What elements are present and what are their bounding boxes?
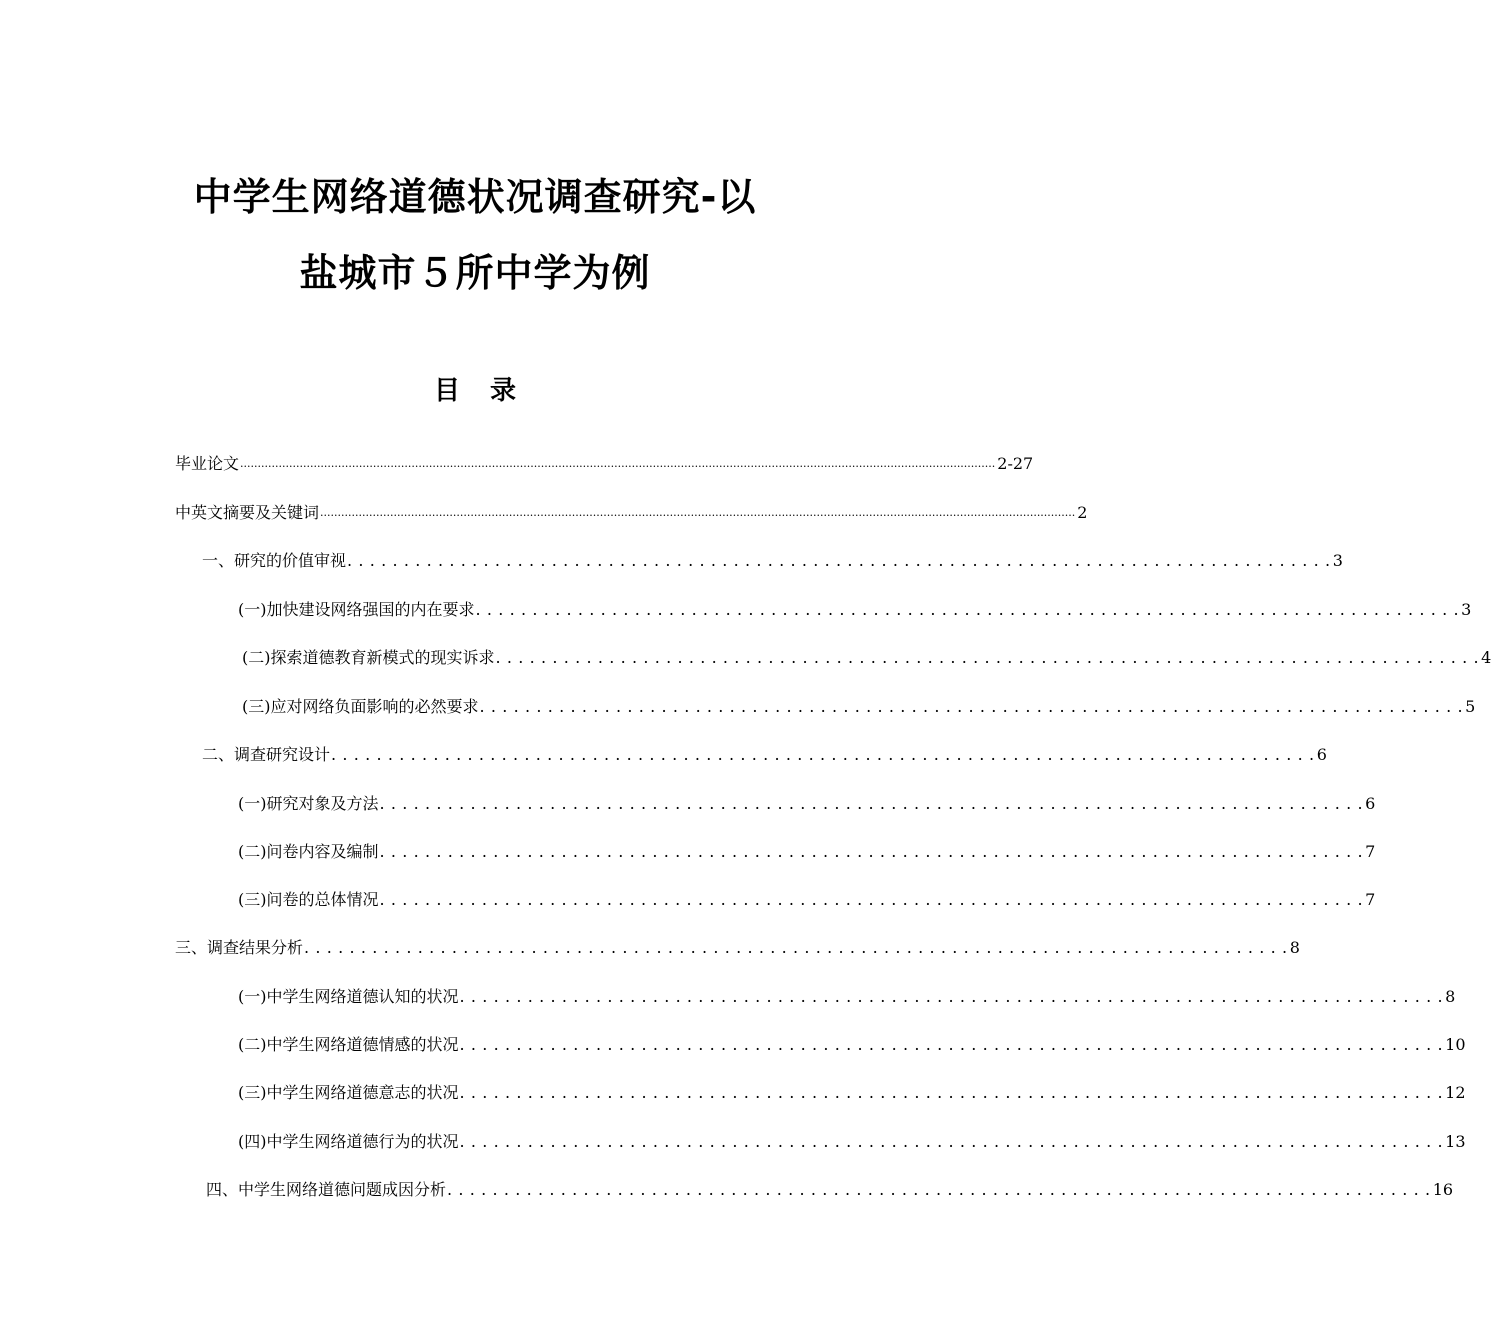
toc-entry-page: 12 <box>1445 1083 1466 1102</box>
toc-entry-page: 8 <box>1445 987 1456 1006</box>
toc-heading: 目录 <box>433 376 546 406</box>
toc-entry[interactable] <box>202 551 1343 571</box>
toc-entry-page: 4 <box>1481 648 1491 667</box>
toc-entry[interactable] <box>238 890 1376 910</box>
toc-entry[interactable] <box>242 697 1476 717</box>
toc-dot-leader: . . . . . . . . . . . . . . . . . . . . . . . . . . . . . . . . . . . . . . . . . . . . . . . . . . . . . . . . . . . . . . . . . . . . . . . . . . . . . . . . . . . . . . . <box>331 745 1315 764</box>
toc-entry-label: (一)中学生网络道德认知的状况 <box>238 987 459 1006</box>
toc-dot-leader: ........................................................................................................................................................................................................................ <box>240 457 996 470</box>
toc-entry-page: 13 <box>1445 1132 1466 1151</box>
toc-entry[interactable] <box>238 1083 1466 1103</box>
toc-entry-page: 5 <box>1465 697 1476 716</box>
toc-entry[interactable] <box>202 745 1327 765</box>
toc-entry-label: (四)中学生网络道德行为的状况 <box>238 1132 459 1151</box>
toc-entry-label: (二)探索道德教育新模式的现实诉求 <box>242 648 495 667</box>
toc-entry-page: 10 <box>1445 1035 1466 1054</box>
toc-entry-label: (一)加快建设网络强国的内在要求 <box>238 600 475 619</box>
toc-entry-page: 16 <box>1432 1180 1454 1199</box>
toc-entry[interactable] <box>238 987 1456 1007</box>
toc-dot-leader: . . . . . . . . . . . . . . . . . . . . . . . . . . . . . . . . . . . . . . . . . . . . . . . . . . . . . . . . . . . . . . . . . . . . . . . . . . . . . . . . . . . . . . . <box>475 600 1460 619</box>
toc-entry-label: (三)应对网络负面影响的必然要求 <box>242 697 479 716</box>
toc-entry[interactable] <box>175 503 1088 523</box>
toc-entry-page: 3 <box>1332 551 1343 570</box>
toc-entry-label: 一、研究的价值审视 <box>202 551 347 570</box>
toc-entry[interactable] <box>206 1180 1454 1200</box>
toc-entry-label: (二)问卷内容及编制 <box>238 842 379 861</box>
toc-dot-leader: . . . . . . . . . . . . . . . . . . . . . . . . . . . . . . . . . . . . . . . . . . . . . . . . . . . . . . . . . . . . . . . . . . . . . . . . . . . . . . . . . . . . . . . <box>459 1035 1444 1054</box>
toc-entry-page: 8 <box>1289 938 1300 957</box>
toc-dot-leader: . . . . . . . . . . . . . . . . . . . . . . . . . . . . . . . . . . . . . . . . . . . . . . . . . . . . . . . . . . . . . . . . . . . . . . . . . . . . . . . . . . . . . . . <box>304 938 1288 957</box>
toc-dot-leader: . . . . . . . . . . . . . . . . . . . . . . . . . . . . . . . . . . . . . . . . . . . . . . . . . . . . . . . . . . . . . . . . . . . . . . . . . . . . . . . . . . . . . . . <box>347 551 1331 570</box>
toc-entry-label: 三、调查结果分析 <box>175 938 304 957</box>
toc-entry[interactable] <box>238 600 1472 620</box>
toc-entry-label: 中英文摘要及关键词 <box>175 503 320 522</box>
toc-dot-leader: . . . . . . . . . . . . . . . . . . . . . . . . . . . . . . . . . . . . . . . . . . . . . . . . . . . . . . . . . . . . . . . . . . . . . . . . . . . . . . . . . . . . . . . <box>495 648 1480 667</box>
toc-entry-page: 3 <box>1461 600 1472 619</box>
toc-entry-label: 四、中学生网络道德问题成因分析 <box>206 1180 447 1199</box>
toc-entry-label: 二、调查研究设计 <box>202 745 331 764</box>
toc-dot-leader: ........................................................................................................................................................................................................................ <box>320 506 1076 519</box>
toc-entry[interactable] <box>175 938 1300 958</box>
toc-entry[interactable] <box>238 794 1376 814</box>
toc-entry-label: 毕业论文 <box>175 454 240 473</box>
toc-dot-leader: . . . . . . . . . . . . . . . . . . . . . . . . . . . . . . . . . . . . . . . . . . . . . . . . . . . . . . . . . . . . . . . . . . . . . . . . . . . . . . . . . . . . . . . <box>379 842 1364 861</box>
toc-entry-page: 2-27 <box>997 454 1034 473</box>
document-title-line-2: 盐城市５所中学为例 <box>299 251 651 295</box>
toc-entry-page: 7 <box>1365 890 1376 909</box>
toc-entry[interactable] <box>242 648 1491 668</box>
toc-entry-label: (二)中学生网络道德情感的状况 <box>238 1035 459 1054</box>
toc-entry-label: (三)问卷的总体情况 <box>238 890 379 909</box>
toc-dot-leader: . . . . . . . . . . . . . . . . . . . . . . . . . . . . . . . . . . . . . . . . . . . . . . . . . . . . . . . . . . . . . . . . . . . . . . . . . . . . . . . . . . . . . . . <box>379 794 1364 813</box>
toc-dot-leader: . . . . . . . . . . . . . . . . . . . . . . . . . . . . . . . . . . . . . . . . . . . . . . . . . . . . . . . . . . . . . . . . . . . . . . . . . . . . . . . . . . . . . . . <box>459 987 1444 1006</box>
toc-entry-page: 6 <box>1316 745 1327 764</box>
toc-dot-leader: . . . . . . . . . . . . . . . . . . . . . . . . . . . . . . . . . . . . . . . . . . . . . . . . . . . . . . . . . . . . . . . . . . . . . . . . . . . . . . . . . . . . . . . <box>459 1083 1444 1102</box>
toc-entry[interactable] <box>238 1035 1466 1055</box>
toc-entry[interactable] <box>238 1132 1466 1152</box>
toc-entry[interactable] <box>175 454 1034 474</box>
toc-dot-leader: . . . . . . . . . . . . . . . . . . . . . . . . . . . . . . . . . . . . . . . . . . . . . . . . . . . . . . . . . . . . . . . . . . . . . . . . . . . . . . . . . . . . . . . <box>379 890 1364 909</box>
toc-dot-leader: . . . . . . . . . . . . . . . . . . . . . . . . . . . . . . . . . . . . . . . . . . . . . . . . . . . . . . . . . . . . . . . . . . . . . . . . . . . . . . . . . . . . . . . <box>447 1180 1431 1199</box>
toc-entry-label: (三)中学生网络道德意志的状况 <box>238 1083 459 1102</box>
toc-entry-page: 7 <box>1365 842 1376 861</box>
toc-entry-page: 6 <box>1365 794 1376 813</box>
toc-entry-label: (一)研究对象及方法 <box>238 794 379 813</box>
toc-entry-page: 2 <box>1077 503 1088 522</box>
toc-dot-leader: . . . . . . . . . . . . . . . . . . . . . . . . . . . . . . . . . . . . . . . . . . . . . . . . . . . . . . . . . . . . . . . . . . . . . . . . . . . . . . . . . . . . . . . <box>459 1132 1444 1151</box>
document-title-line-1: 中学生网络道德状况调查研究-以 <box>193 175 757 219</box>
toc-entry[interactable] <box>238 842 1376 862</box>
toc-dot-leader: . . . . . . . . . . . . . . . . . . . . . . . . . . . . . . . . . . . . . . . . . . . . . . . . . . . . . . . . . . . . . . . . . . . . . . . . . . . . . . . . . . . . . . . <box>479 697 1464 716</box>
